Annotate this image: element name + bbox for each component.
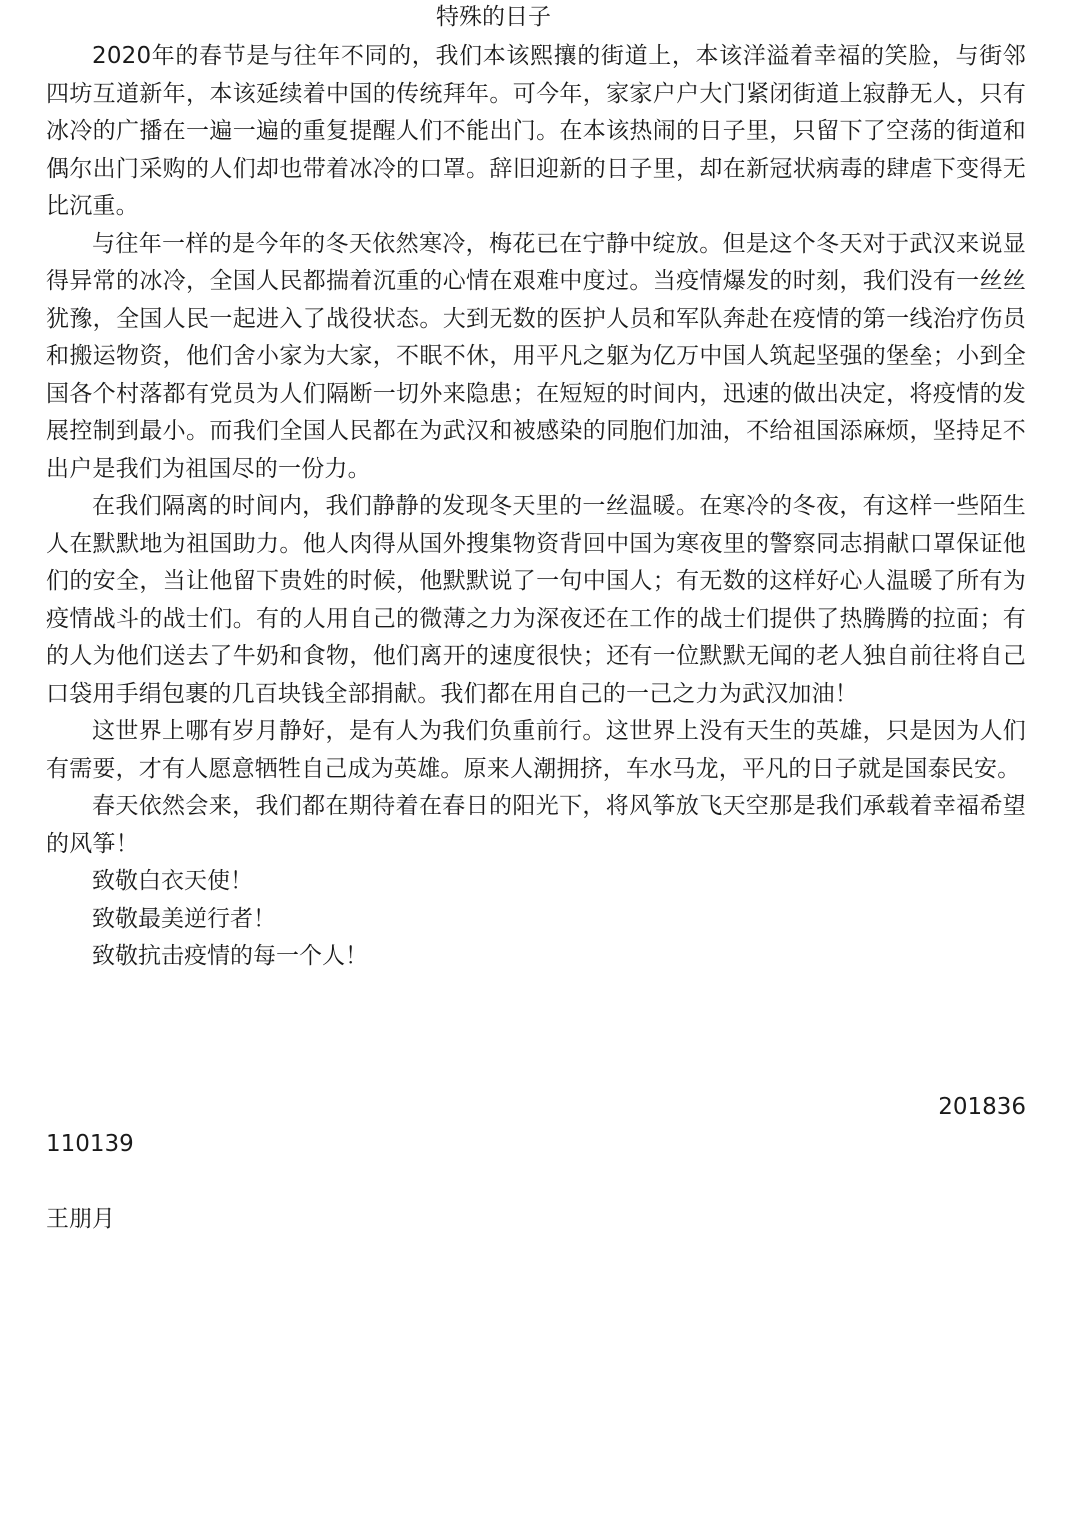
salutation-3: 致敬抗击疫情的每一个人！ (92, 943, 368, 969)
author-name: 王朋月 (46, 1206, 115, 1232)
paragraph-5: 春天依然会来，我们都在期待着在春日的阳光下，将风筝放飞天空那是我们承载着幸福希望的风筝！ (46, 793, 1026, 857)
paragraph-1: 2020年的春节是与往年不同的，我们本该熙攘的街道上，本该洋溢着幸福的笑脸，与街邻四坊互道新年，本该延续着中国的传统拜年。可今年，家家户户大门紧闭街道上寂静无人，只有冰冷的广播在一遍一遍的重复提醒人们不能出门。在本该热闹的日子里，只留下了空荡的街道和偶尔出门采购的人们却也带着冰冷的口罩。辞旧迎新的日子里，却在新冠状病毒的肆虐下变得无比沉重。 (46, 43, 1026, 219)
paragraph-2: 与往年一样的是今年的冬天依然寒冷，梅花已在宁静中绽放。但是这个冬天对于武汉来说显得异常的冰冷，全国人民都揣着沉重的心情在艰难中度过。当疫情爆发的时刻，我们没有一丝丝犹豫，全国人民一起进入了战役状态。大到无数的医护人员和军队奔赴在疫情的第一线治疗伤员和搬运物资，他们舍小家为大家，不眠不休，用平凡之躯为亿万中国人筑起坚强的堡垒；小到全国各个村落都有党员为人们隔断一切外来隐患；在短短的时间内，迅速的做出决定，将疫情的发展控制到最小。而我们全国人民都在为武汉和被感染的同胞们加油，不给祖国添麻烦，坚持足不出户是我们为祖国尽的一份力。 (46, 230, 1026, 482)
salutation-2: 致敬最美逆行者！ (92, 905, 276, 932)
document-date: 201836 (938, 1094, 1026, 1120)
document-body (46, 38, 1026, 976)
salutation-1: 致敬白衣天使！ (92, 868, 253, 894)
paragraph-4: 这世界上哪有岁月静好，是有人为我们负重前行。这世界上没有天生的英雄，只是因为人们有需要，才有人愿意牺牲自己成为英雄。原来人潮拥挤，车水马龙，平凡的日子就是国泰民安。 (46, 718, 1026, 782)
document-title: 特殊的日子 (436, 4, 551, 30)
paragraph-3: 在我们隔离的时间内，我们静静的发现冬天里的一丝温暖。在寒冷的冬夜，有这样一些陌生人在默默地为祖国助力。他人肉得从国外搜集物资背回中国为寒夜里的警察同志捐献口罩保证他们的安全，当让他留下贵姓的时候，他默默说了一句中国人；有无数的这样好心人温暖了所有为疫情战斗的战士们。有的人用自己的微薄之力为深夜还在工作的战士们提供了热腾腾的拉面；有的人为他们送去了牛奶和食物，他们离开的速度很快；还有一位默默无闻的老人独自前往将自己口袋用手绢包裹的几百块钱全部捐献。我们都在用自己的一己之力为武汉加油！ (46, 493, 1026, 707)
student-id: 110139 (46, 1131, 134, 1157)
